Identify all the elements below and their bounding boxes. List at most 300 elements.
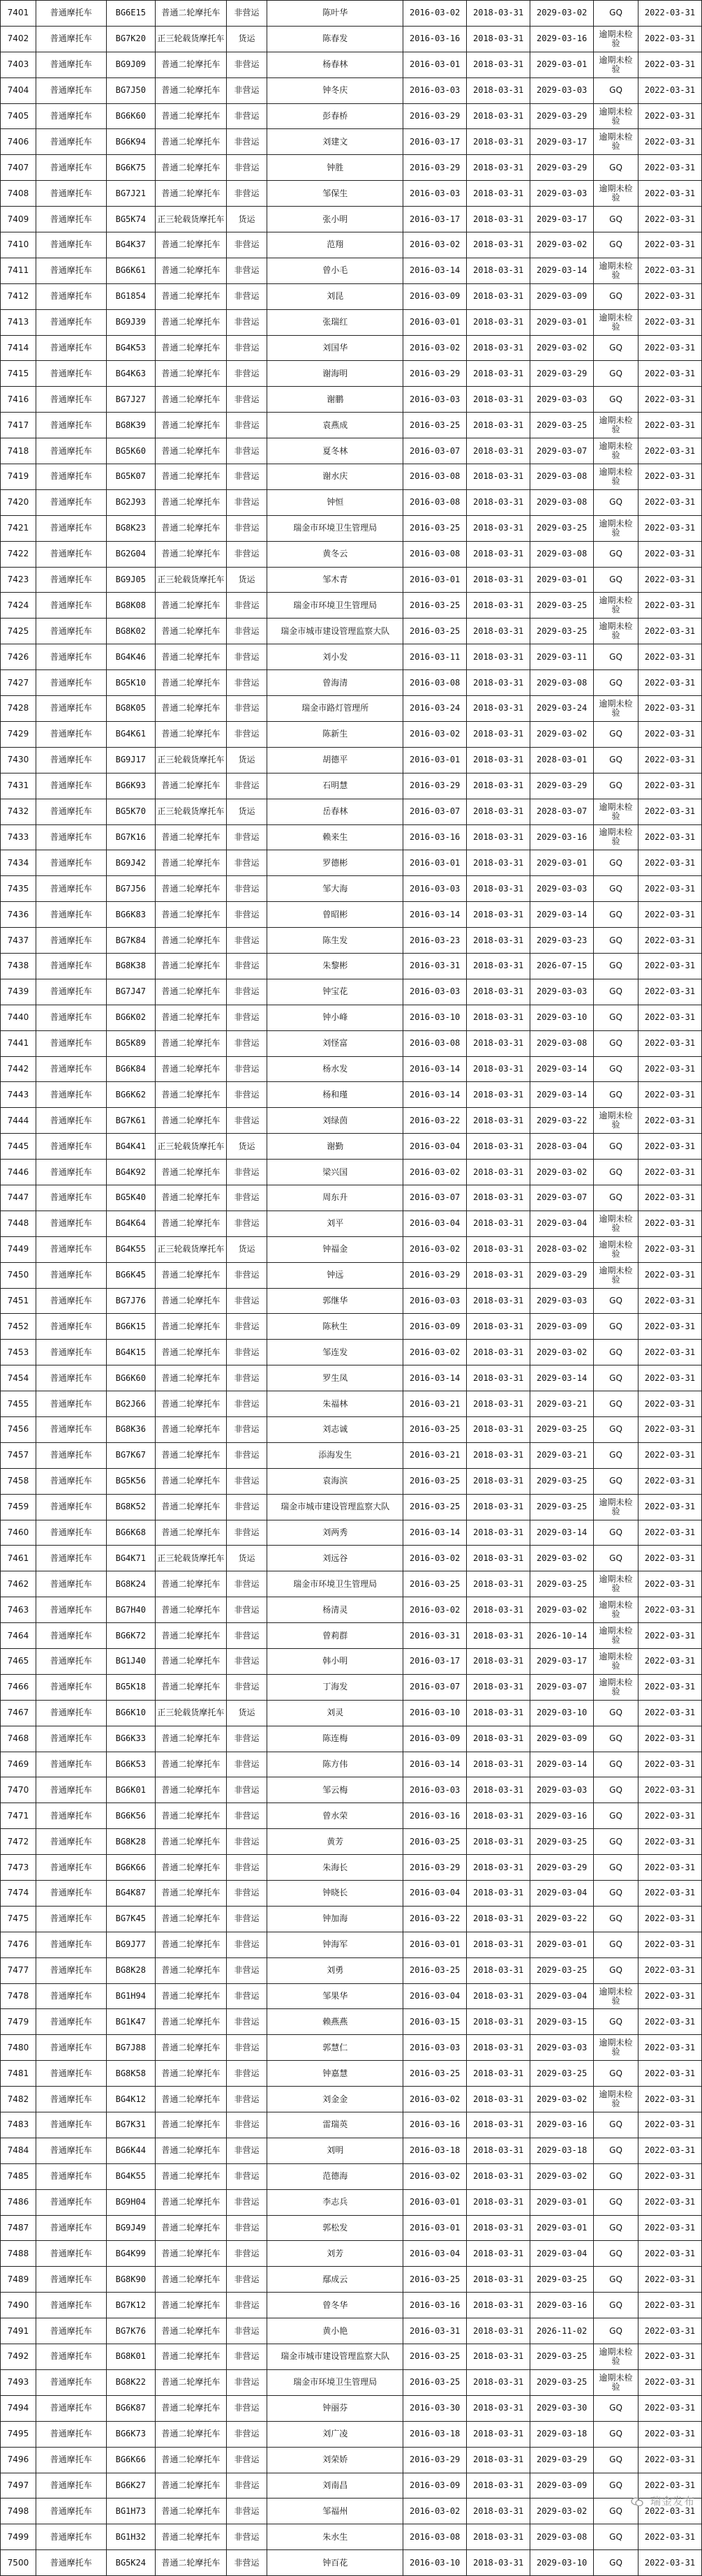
cell-inspection-expiry: 2018-03-31 bbox=[467, 1957, 530, 1983]
cell-vehicle-type: 普通摩托车 bbox=[36, 129, 106, 155]
cell-owner: 钟远 bbox=[267, 1262, 403, 1288]
cell-vehicle-type: 普通摩托车 bbox=[36, 2112, 106, 2138]
cell-plate-number: BG1H32 bbox=[106, 2524, 155, 2550]
cell-inspection-expiry: 2018-03-31 bbox=[467, 2215, 530, 2241]
cell-owner: 曾冬华 bbox=[267, 2293, 403, 2318]
cell-issue-date: 2022-03-31 bbox=[638, 1030, 701, 1056]
cell-vehicle-type: 普通摩托车 bbox=[36, 773, 106, 799]
table-row bbox=[1, 850, 702, 876]
cell-vehicle-type: 普通摩托车 bbox=[36, 1700, 106, 1726]
cell-vehicle-type: 普通摩托车 bbox=[36, 2009, 106, 2035]
cell-register-date: 2016-03-01 bbox=[403, 52, 467, 77]
table-row bbox=[1, 670, 702, 696]
cell-usage-type: 非营运 bbox=[226, 155, 267, 181]
cell-scrap-date: 2029-03-01 bbox=[530, 2189, 594, 2215]
cell-owner: 钟福金 bbox=[267, 1236, 403, 1262]
cell-issue-date: 2022-03-31 bbox=[638, 1108, 701, 1134]
cell-usage-type: 非营运 bbox=[226, 928, 267, 954]
cell-issue-date: 2022-03-31 bbox=[638, 361, 701, 387]
cell-status: GQ bbox=[594, 1906, 638, 1932]
table-row bbox=[1, 1726, 702, 1752]
cell-owner: 邹大海 bbox=[267, 876, 403, 902]
cell-owner: 袁海滨 bbox=[267, 1468, 403, 1494]
cell-owner: 黄芳 bbox=[267, 1829, 403, 1855]
cell-vehicle-model: 普通二轮摩托车 bbox=[155, 902, 226, 928]
cell-scrap-date: 2029-03-08 bbox=[530, 464, 594, 490]
cell-issue-date: 2022-03-31 bbox=[638, 413, 701, 438]
cell-register-date: 2016-03-25 bbox=[403, 1571, 467, 1597]
cell-status: GQ bbox=[594, 2138, 638, 2163]
cell-issue-date: 2022-03-31 bbox=[638, 1571, 701, 1597]
cell-usage-type: 非营运 bbox=[226, 2061, 267, 2087]
cell-inspection-expiry: 2018-03-31 bbox=[467, 1314, 530, 1340]
cell-row-number: 7452 bbox=[1, 1314, 36, 1340]
table-row bbox=[1, 2499, 702, 2524]
cell-usage-type: 非营运 bbox=[226, 2369, 267, 2395]
cell-register-date: 2016-03-14 bbox=[403, 258, 467, 283]
cell-owner: 曾昭彬 bbox=[267, 902, 403, 928]
cell-status: GQ bbox=[594, 2447, 638, 2473]
cell-vehicle-type: 普通摩托车 bbox=[36, 824, 106, 850]
cell-register-date: 2016-03-18 bbox=[403, 2138, 467, 2163]
cell-vehicle-model: 普通二轮摩托车 bbox=[155, 2009, 226, 2035]
table-row bbox=[1, 1, 702, 27]
cell-vehicle-type: 普通摩托车 bbox=[36, 1777, 106, 1803]
cell-vehicle-model: 普通二轮摩托车 bbox=[155, 1365, 226, 1391]
cell-issue-date: 2022-03-31 bbox=[638, 696, 701, 722]
cell-row-number: 7421 bbox=[1, 515, 36, 541]
cell-scrap-date: 2029-03-14 bbox=[530, 1056, 594, 1082]
cell-owner: 曾小毛 bbox=[267, 258, 403, 283]
cell-scrap-date: 2029-03-24 bbox=[530, 696, 594, 722]
table-row bbox=[1, 1211, 702, 1236]
cell-usage-type: 货运 bbox=[226, 1134, 267, 1160]
cell-inspection-expiry: 2018-03-31 bbox=[467, 593, 530, 619]
cell-vehicle-type: 普通摩托车 bbox=[36, 696, 106, 722]
cell-usage-type: 非营运 bbox=[226, 1881, 267, 1907]
cell-status: GQ bbox=[594, 2293, 638, 2318]
cell-vehicle-type: 普通摩托车 bbox=[36, 52, 106, 77]
cell-usage-type: 非营运 bbox=[226, 2267, 267, 2293]
cell-vehicle-model: 普通二轮摩托车 bbox=[155, 1340, 226, 1365]
cell-plate-number: BG4K41 bbox=[106, 1134, 155, 1160]
cell-vehicle-type: 普通摩托车 bbox=[36, 747, 106, 773]
cell-row-number: 7448 bbox=[1, 1211, 36, 1236]
cell-status: GQ bbox=[594, 77, 638, 103]
cell-register-date: 2016-03-03 bbox=[403, 1288, 467, 1314]
cell-inspection-expiry: 2018-03-31 bbox=[467, 2524, 530, 2550]
cell-scrap-date: 2029-03-09 bbox=[530, 1726, 594, 1752]
cell-vehicle-model: 普通二轮摩托车 bbox=[155, 2293, 226, 2318]
cell-issue-date: 2022-03-31 bbox=[638, 1777, 701, 1803]
cell-status: GQ bbox=[594, 1082, 638, 1108]
cell-row-number: 7403 bbox=[1, 52, 36, 77]
cell-vehicle-model: 普通二轮摩托车 bbox=[155, 1314, 226, 1340]
cell-inspection-expiry: 2018-03-31 bbox=[467, 1906, 530, 1932]
cell-scrap-date: 2029-03-03 bbox=[530, 876, 594, 902]
cell-vehicle-type: 普通摩托车 bbox=[36, 593, 106, 619]
cell-vehicle-model: 普通二轮摩托车 bbox=[155, 953, 226, 979]
cell-vehicle-type: 普通摩托车 bbox=[36, 2395, 106, 2421]
cell-register-date: 2016-03-02 bbox=[403, 232, 467, 258]
cell-plate-number: BG5K70 bbox=[106, 799, 155, 824]
cell-register-date: 2016-03-29 bbox=[403, 1262, 467, 1288]
cell-issue-date: 2022-03-31 bbox=[638, 1829, 701, 1855]
cell-owner: 陈生发 bbox=[267, 928, 403, 954]
cell-inspection-expiry: 2018-03-31 bbox=[467, 2061, 530, 2087]
cell-owner: 陈新生 bbox=[267, 721, 403, 747]
cell-scrap-date: 2029-03-18 bbox=[530, 2138, 594, 2163]
cell-vehicle-type: 普通摩托车 bbox=[36, 1649, 106, 1675]
cell-status: GQ bbox=[594, 1134, 638, 1160]
cell-vehicle-type: 普通摩托车 bbox=[36, 1855, 106, 1881]
cell-plate-number: BG9J17 bbox=[106, 747, 155, 773]
cell-owner: 刘国华 bbox=[267, 335, 403, 361]
cell-plate-number: BG7J47 bbox=[106, 979, 155, 1005]
cell-scrap-date: 2029-03-25 bbox=[530, 1416, 594, 1442]
cell-vehicle-model: 普通二轮摩托车 bbox=[155, 2035, 226, 2061]
cell-vehicle-model: 普通二轮摩托车 bbox=[155, 619, 226, 644]
cell-inspection-expiry: 2018-03-31 bbox=[467, 2112, 530, 2138]
cell-status: 逾期未检验 bbox=[594, 619, 638, 644]
cell-plate-number: BG8K38 bbox=[106, 953, 155, 979]
cell-usage-type: 非营运 bbox=[226, 593, 267, 619]
cell-vehicle-model: 普通二轮摩托车 bbox=[155, 824, 226, 850]
cell-scrap-date: 2026-10-14 bbox=[530, 1623, 594, 1649]
cell-owner: 钟嘉慧 bbox=[267, 2061, 403, 2087]
table-row bbox=[1, 541, 702, 567]
cell-status: GQ bbox=[594, 1, 638, 27]
cell-plate-number: BG7K76 bbox=[106, 2318, 155, 2344]
cell-inspection-expiry: 2018-03-31 bbox=[467, 1340, 530, 1365]
cell-row-number: 7422 bbox=[1, 541, 36, 567]
cell-usage-type: 非营运 bbox=[226, 1494, 267, 1520]
cell-usage-type: 非营运 bbox=[226, 2550, 267, 2576]
cell-owner: 陈连梅 bbox=[267, 1726, 403, 1752]
cell-issue-date: 2022-03-31 bbox=[638, 1056, 701, 1082]
cell-plate-number: BG7K20 bbox=[106, 26, 155, 52]
cell-inspection-expiry: 2018-03-31 bbox=[467, 335, 530, 361]
cell-plate-number: BG8K01 bbox=[106, 2344, 155, 2370]
cell-status: 逾期未检验 bbox=[594, 413, 638, 438]
cell-usage-type: 非营运 bbox=[226, 2035, 267, 2061]
table-row bbox=[1, 1932, 702, 1957]
cell-vehicle-model: 普通二轮摩托车 bbox=[155, 2241, 226, 2267]
cell-register-date: 2016-03-02 bbox=[403, 1236, 467, 1262]
cell-vehicle-model: 普通二轮摩托车 bbox=[155, 77, 226, 103]
cell-register-date: 2016-03-14 bbox=[403, 902, 467, 928]
cell-owner: 瑞金市环境卫生管理局 bbox=[267, 515, 403, 541]
cell-plate-number: BG4K99 bbox=[106, 2241, 155, 2267]
cell-status: 逾期未检验 bbox=[594, 1623, 638, 1649]
cell-issue-date: 2022-03-31 bbox=[638, 1932, 701, 1957]
cell-row-number: 7420 bbox=[1, 489, 36, 515]
cell-inspection-expiry: 2018-03-31 bbox=[467, 799, 530, 824]
cell-register-date: 2016-03-21 bbox=[403, 1391, 467, 1417]
table-row bbox=[1, 2550, 702, 2576]
cell-issue-date: 2022-03-31 bbox=[638, 2163, 701, 2189]
cell-scrap-date: 2029-03-02 bbox=[530, 1160, 594, 1185]
cell-inspection-expiry: 2018-03-31 bbox=[467, 721, 530, 747]
cell-usage-type: 非营运 bbox=[226, 1957, 267, 1983]
table-row bbox=[1, 77, 702, 103]
cell-inspection-expiry: 2018-03-31 bbox=[467, 2241, 530, 2267]
cell-issue-date: 2022-03-31 bbox=[638, 902, 701, 928]
cell-scrap-date: 2029-03-04 bbox=[530, 2241, 594, 2267]
cell-issue-date: 2022-03-31 bbox=[638, 979, 701, 1005]
cell-scrap-date: 2029-03-29 bbox=[530, 361, 594, 387]
cell-vehicle-model: 普通二轮摩托车 bbox=[155, 335, 226, 361]
cell-vehicle-type: 普通摩托车 bbox=[36, 979, 106, 1005]
cell-usage-type: 货运 bbox=[226, 799, 267, 824]
cell-register-date: 2016-03-08 bbox=[403, 2524, 467, 2550]
cell-issue-date: 2022-03-31 bbox=[638, 1340, 701, 1365]
cell-inspection-expiry: 2018-03-31 bbox=[467, 155, 530, 181]
cell-usage-type: 非营运 bbox=[226, 1520, 267, 1546]
cell-plate-number: BG6K44 bbox=[106, 2138, 155, 2163]
cell-status: GQ bbox=[594, 1391, 638, 1417]
cell-scrap-date: 2026-11-02 bbox=[530, 2318, 594, 2344]
cell-vehicle-type: 普通摩托车 bbox=[36, 1391, 106, 1417]
cell-vehicle-type: 普通摩托车 bbox=[36, 567, 106, 593]
cell-usage-type: 货运 bbox=[226, 26, 267, 52]
cell-row-number: 7474 bbox=[1, 1881, 36, 1907]
cell-scrap-date: 2029-03-02 bbox=[530, 2163, 594, 2189]
table-row bbox=[1, 181, 702, 207]
table-row bbox=[1, 2524, 702, 2550]
cell-plate-number: BG5K40 bbox=[106, 1185, 155, 1211]
cell-plate-number: BG6K61 bbox=[106, 258, 155, 283]
cell-vehicle-model: 普通二轮摩托车 bbox=[155, 1803, 226, 1829]
cell-status: 逾期未检验 bbox=[594, 1211, 638, 1236]
cell-owner: 谢勤 bbox=[267, 1134, 403, 1160]
cell-inspection-expiry: 2018-03-31 bbox=[467, 2293, 530, 2318]
cell-plate-number: BG6K53 bbox=[106, 1752, 155, 1777]
cell-owner: 刘怪富 bbox=[267, 1030, 403, 1056]
cell-owner: 邹木青 bbox=[267, 567, 403, 593]
cell-plate-number: BG6K66 bbox=[106, 1855, 155, 1881]
cell-issue-date: 2022-03-31 bbox=[638, 335, 701, 361]
cell-vehicle-type: 普通摩托车 bbox=[36, 413, 106, 438]
cell-vehicle-type: 普通摩托车 bbox=[36, 2215, 106, 2241]
cell-status: GQ bbox=[594, 283, 638, 309]
cell-inspection-expiry: 2018-03-31 bbox=[467, 1571, 530, 1597]
cell-plate-number: BG8K05 bbox=[106, 696, 155, 722]
cell-owner: 瑞金市环境卫生管理局 bbox=[267, 2369, 403, 2395]
cell-usage-type: 非营运 bbox=[226, 1932, 267, 1957]
cell-usage-type: 非营运 bbox=[226, 1855, 267, 1881]
cell-owner: 曾莉群 bbox=[267, 1623, 403, 1649]
cell-owner: 刘小发 bbox=[267, 644, 403, 670]
cell-register-date: 2016-03-16 bbox=[403, 824, 467, 850]
cell-plate-number: BG6K60 bbox=[106, 1365, 155, 1391]
cell-owner: 鄢成云 bbox=[267, 2267, 403, 2293]
cell-issue-date: 2022-03-31 bbox=[638, 2189, 701, 2215]
table-row bbox=[1, 1108, 702, 1134]
cell-usage-type: 非营运 bbox=[226, 1649, 267, 1675]
cell-register-date: 2016-03-25 bbox=[403, 1468, 467, 1494]
cell-owner: 刘金金 bbox=[267, 2087, 403, 2112]
cell-vehicle-model: 普通二轮摩托车 bbox=[155, 1983, 226, 2009]
cell-vehicle-model: 普通二轮摩托车 bbox=[155, 283, 226, 309]
cell-row-number: 7416 bbox=[1, 387, 36, 413]
cell-status: 逾期未检验 bbox=[594, 799, 638, 824]
cell-usage-type: 非营运 bbox=[226, 181, 267, 207]
cell-vehicle-type: 普通摩托车 bbox=[36, 1468, 106, 1494]
cell-scrap-date: 2029-03-14 bbox=[530, 1752, 594, 1777]
cell-status: 逾期未检验 bbox=[594, 129, 638, 155]
cell-scrap-date: 2029-03-16 bbox=[530, 824, 594, 850]
cell-issue-date: 2022-03-31 bbox=[638, 2009, 701, 2035]
cell-vehicle-model: 正三轮载货摩托车 bbox=[155, 26, 226, 52]
cell-scrap-date: 2029-03-14 bbox=[530, 1082, 594, 1108]
cell-owner: 瑞金市环境卫生管理局 bbox=[267, 1571, 403, 1597]
cell-inspection-expiry: 2018-03-31 bbox=[467, 1803, 530, 1829]
cell-vehicle-model: 普通二轮摩托车 bbox=[155, 2189, 226, 2215]
cell-issue-date: 2022-03-31 bbox=[638, 1520, 701, 1546]
cell-status: GQ bbox=[594, 1340, 638, 1365]
cell-owner: 钟加海 bbox=[267, 1906, 403, 1932]
cell-plate-number: BG4K55 bbox=[106, 2163, 155, 2189]
cell-vehicle-type: 普通摩托车 bbox=[36, 1160, 106, 1185]
cell-register-date: 2016-03-08 bbox=[403, 1030, 467, 1056]
cell-status: GQ bbox=[594, 155, 638, 181]
cell-scrap-date: 2029-03-02 bbox=[530, 1340, 594, 1365]
cell-usage-type: 非营运 bbox=[226, 361, 267, 387]
cell-vehicle-model: 普通二轮摩托车 bbox=[155, 1649, 226, 1675]
cell-vehicle-type: 普通摩托车 bbox=[36, 309, 106, 335]
cell-inspection-expiry: 2018-03-31 bbox=[467, 1108, 530, 1134]
cell-usage-type: 非营运 bbox=[226, 1056, 267, 1082]
cell-vehicle-model: 普通二轮摩托车 bbox=[155, 438, 226, 464]
cell-scrap-date: 2029-03-02 bbox=[530, 335, 594, 361]
cell-scrap-date: 2029-03-02 bbox=[530, 1597, 594, 1623]
cell-usage-type: 非营运 bbox=[226, 696, 267, 722]
cell-scrap-date: 2029-03-02 bbox=[530, 2087, 594, 2112]
cell-issue-date: 2022-03-31 bbox=[638, 2395, 701, 2421]
cell-status: GQ bbox=[594, 2241, 638, 2267]
cell-inspection-expiry: 2018-03-31 bbox=[467, 2138, 530, 2163]
cell-vehicle-type: 普通摩托车 bbox=[36, 644, 106, 670]
cell-register-date: 2016-03-29 bbox=[403, 103, 467, 129]
cell-issue-date: 2022-03-31 bbox=[638, 1494, 701, 1520]
cell-scrap-date: 2029-03-15 bbox=[530, 2009, 594, 2035]
cell-row-number: 7409 bbox=[1, 207, 36, 232]
cell-row-number: 7466 bbox=[1, 1674, 36, 1700]
cell-status: 逾期未检验 bbox=[594, 2087, 638, 2112]
cell-inspection-expiry: 2018-03-31 bbox=[467, 1391, 530, 1417]
cell-register-date: 2016-03-03 bbox=[403, 77, 467, 103]
cell-vehicle-model: 普通二轮摩托车 bbox=[155, 2318, 226, 2344]
cell-owner: 刘建文 bbox=[267, 129, 403, 155]
cell-usage-type: 非营运 bbox=[226, 2138, 267, 2163]
cell-plate-number: BG4K12 bbox=[106, 2087, 155, 2112]
cell-owner: 雷瑞英 bbox=[267, 2112, 403, 2138]
cell-register-date: 2016-03-29 bbox=[403, 773, 467, 799]
cell-register-date: 2016-03-01 bbox=[403, 2189, 467, 2215]
cell-register-date: 2016-03-04 bbox=[403, 1881, 467, 1907]
cell-owner: 钟冬庆 bbox=[267, 77, 403, 103]
cell-issue-date: 2022-03-31 bbox=[638, 515, 701, 541]
table-row bbox=[1, 1803, 702, 1829]
cell-row-number: 7468 bbox=[1, 1726, 36, 1752]
cell-row-number: 7462 bbox=[1, 1571, 36, 1597]
cell-plate-number: BG6K10 bbox=[106, 1700, 155, 1726]
cell-owner: 邹果华 bbox=[267, 1983, 403, 2009]
cell-issue-date: 2022-03-31 bbox=[638, 2344, 701, 2370]
cell-usage-type: 非营运 bbox=[226, 1, 267, 27]
cell-owner: 钟晓长 bbox=[267, 1881, 403, 1907]
table-row bbox=[1, 876, 702, 902]
cell-scrap-date: 2029-03-03 bbox=[530, 77, 594, 103]
cell-vehicle-model: 普通二轮摩托车 bbox=[155, 1957, 226, 1983]
cell-vehicle-model: 普通二轮摩托车 bbox=[155, 181, 226, 207]
cell-owner: 罗生凤 bbox=[267, 1365, 403, 1391]
cell-scrap-date: 2029-03-02 bbox=[530, 1, 594, 27]
cell-inspection-expiry: 2018-03-31 bbox=[467, 1983, 530, 2009]
cell-status: GQ bbox=[594, 567, 638, 593]
cell-usage-type: 非营运 bbox=[226, 1030, 267, 1056]
cell-register-date: 2016-03-14 bbox=[403, 1752, 467, 1777]
cell-register-date: 2016-03-04 bbox=[403, 1983, 467, 2009]
cell-owner: 韩小明 bbox=[267, 1649, 403, 1675]
cell-owner: 刘灵 bbox=[267, 1700, 403, 1726]
cell-register-date: 2016-03-02 bbox=[403, 1546, 467, 1571]
cell-scrap-date: 2029-03-21 bbox=[530, 1442, 594, 1468]
cell-status: GQ bbox=[594, 2318, 638, 2344]
cell-plate-number: BG7K12 bbox=[106, 2293, 155, 2318]
cell-usage-type: 非营运 bbox=[226, 413, 267, 438]
cell-scrap-date: 2029-03-08 bbox=[530, 541, 594, 567]
cell-row-number: 7500 bbox=[1, 2550, 36, 2576]
cell-owner: 钟恒 bbox=[267, 489, 403, 515]
cell-vehicle-model: 普通二轮摩托车 bbox=[155, 1674, 226, 1700]
cell-status: 逾期未检验 bbox=[594, 1108, 638, 1134]
cell-vehicle-type: 普通摩托车 bbox=[36, 155, 106, 181]
table-row bbox=[1, 155, 702, 181]
cell-usage-type: 非营运 bbox=[226, 1082, 267, 1108]
cell-inspection-expiry: 2018-03-31 bbox=[467, 953, 530, 979]
cell-plate-number: BG8K90 bbox=[106, 2267, 155, 2293]
cell-register-date: 2016-03-25 bbox=[403, 2344, 467, 2370]
cell-usage-type: 货运 bbox=[226, 207, 267, 232]
cell-usage-type: 非营运 bbox=[226, 1391, 267, 1417]
cell-plate-number: BG4K37 bbox=[106, 232, 155, 258]
cell-usage-type: 非营运 bbox=[226, 2163, 267, 2189]
cell-row-number: 7424 bbox=[1, 593, 36, 619]
cell-scrap-date: 2029-03-25 bbox=[530, 593, 594, 619]
cell-vehicle-model: 普通二轮摩托车 bbox=[155, 1777, 226, 1803]
cell-owner: 范翔 bbox=[267, 232, 403, 258]
table-row bbox=[1, 1340, 702, 1365]
cell-issue-date: 2022-03-31 bbox=[638, 619, 701, 644]
cell-vehicle-model: 普通二轮摩托车 bbox=[155, 2550, 226, 2576]
cell-owner: 夏冬林 bbox=[267, 438, 403, 464]
cell-owner: 瑞金市环境卫生管理局 bbox=[267, 593, 403, 619]
cell-inspection-expiry: 2018-03-31 bbox=[467, 876, 530, 902]
cell-issue-date: 2022-03-31 bbox=[638, 593, 701, 619]
cell-vehicle-model: 普通二轮摩托车 bbox=[155, 413, 226, 438]
cell-owner: 邹云梅 bbox=[267, 1777, 403, 1803]
cell-owner: 杨春林 bbox=[267, 52, 403, 77]
cell-plate-number: BG2J93 bbox=[106, 489, 155, 515]
cell-owner: 彭春桥 bbox=[267, 103, 403, 129]
cell-vehicle-model: 普通二轮摩托车 bbox=[155, 103, 226, 129]
cell-issue-date: 2022-03-31 bbox=[638, 232, 701, 258]
cell-status: 逾期未检验 bbox=[594, 593, 638, 619]
cell-register-date: 2016-03-14 bbox=[403, 1365, 467, 1391]
cell-register-date: 2016-03-22 bbox=[403, 1906, 467, 1932]
